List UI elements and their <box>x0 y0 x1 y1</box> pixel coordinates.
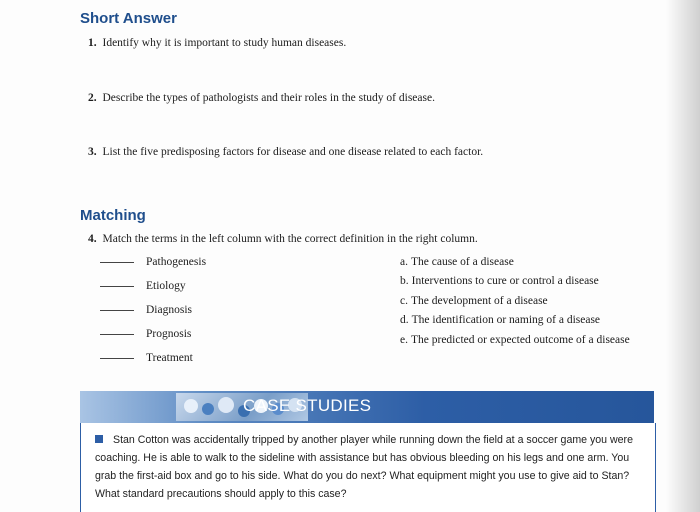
match-term-row <box>100 352 193 364</box>
question-text: Identify why it is important to study human diseases. <box>102 37 347 49</box>
match-definition <box>400 314 600 326</box>
match-term-label: Treatment <box>146 352 193 364</box>
question-text: Describe the types of pathologists and their roles in the study of disease. <box>102 92 435 104</box>
short-answer-heading: Short Answer <box>80 10 177 27</box>
question-number: 4. <box>88 233 97 245</box>
match-term-label: Pathogenesis <box>146 256 207 268</box>
match-definition <box>400 295 548 307</box>
case-studies-banner <box>80 391 654 423</box>
question-4 <box>88 233 478 245</box>
page-edge-shadow <box>666 0 700 512</box>
definition-letter: a. <box>400 256 408 268</box>
match-term-label: Etiology <box>146 280 186 292</box>
match-term-row <box>100 256 206 268</box>
case-study-text <box>95 431 647 503</box>
match-term-row <box>100 280 186 292</box>
match-definition <box>400 275 599 287</box>
definition-letter: c. <box>400 295 408 307</box>
match-definition <box>400 334 630 346</box>
case-studies-title: CASE STUDIES <box>243 396 372 415</box>
definition-text: The cause of a disease <box>410 256 514 268</box>
definition-text: The development of a disease <box>410 295 548 307</box>
definition-text: The identification or naming of a disease <box>411 314 601 326</box>
question-2 <box>88 92 435 104</box>
question-number: 2. <box>88 92 97 104</box>
question-1 <box>88 37 346 49</box>
answer-blank[interactable] <box>100 310 134 311</box>
definition-letter: b. <box>400 275 409 287</box>
answer-blank[interactable] <box>100 358 134 359</box>
definition-text: The predicted or expected outcome of a disease <box>410 334 630 346</box>
question-text: List the five predisposing factors for disease and one disease related to each factor. <box>102 146 484 158</box>
matching-heading: Matching <box>80 207 146 224</box>
definition-letter: d. <box>400 314 409 326</box>
answer-blank[interactable] <box>100 286 134 287</box>
match-term-label: Prognosis <box>146 328 192 340</box>
case-study-paragraph: Stan Cotton was accidentally tripped by another player while running down the field at a soccer game you were coaching. He is able to walk to the sideline with assistance but has obvious bleeding on his legs and one arm. You grab the first-aid box and go to his side. What do you do next? What equipment might you use to give aid to Stan? What standard precautions should apply to this case? <box>95 434 633 500</box>
question-text: Match the terms in the left column with the correct definition in the right column. <box>102 233 478 245</box>
definition-text: Interventions to cure or control a disease <box>411 275 599 287</box>
match-term-label: Diagnosis <box>146 304 192 316</box>
definition-letter: e. <box>400 334 408 346</box>
case-study-box <box>80 423 656 512</box>
question-number: 1. <box>88 37 97 49</box>
answer-blank[interactable] <box>100 262 134 263</box>
question-number: 3. <box>88 146 97 158</box>
bullet-square-icon <box>95 435 103 443</box>
question-3 <box>88 146 483 158</box>
match-term-row <box>100 304 192 316</box>
match-term-row <box>100 328 191 340</box>
match-definition <box>400 256 514 268</box>
answer-blank[interactable] <box>100 334 134 335</box>
